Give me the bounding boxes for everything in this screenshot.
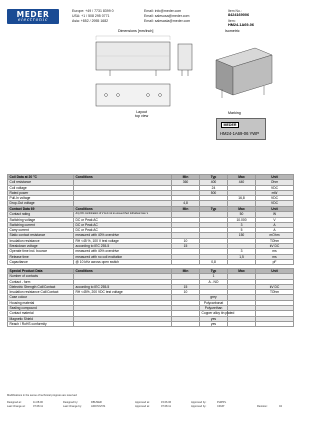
email-link[interactable]: salesasia@meder.com: [154, 19, 191, 23]
footer-label: Designed by:: [63, 401, 79, 404]
footer-label: Last Change at:: [7, 405, 26, 408]
footer-value: CRUP: [217, 405, 225, 408]
table-cell: Coil voltage: [8, 185, 74, 190]
footer-value: 07.08.11: [161, 405, 171, 408]
coil-data-table: [7, 174, 294, 207]
side-view-drawing: [96, 36, 170, 76]
table-cell: VDC: [256, 196, 294, 201]
table-cell: RH <45%, 200 VDC test voltage: [74, 290, 172, 295]
column-header: Coil Data at 20 °C: [8, 175, 74, 180]
table-cell: yes: [200, 321, 228, 326]
marking-text: HM24-1A69-06 YWP: [220, 131, 260, 136]
table-cell: RH <45 %, 100 V test voltage: [74, 238, 172, 243]
table-cell: Operate time incl. bounce: [8, 249, 74, 254]
table-cell: VDC: [256, 185, 294, 190]
column-header: Conditions: [74, 207, 172, 212]
table-cell: W: [256, 212, 294, 217]
footer-label: Designed at:: [7, 401, 22, 404]
table-cell: 15: [172, 244, 200, 249]
layout-label: [135, 110, 148, 119]
item-value: HM24-1A69-06: [228, 23, 254, 28]
table-cell: 4,8: [172, 201, 200, 206]
table-cell: 1: [200, 274, 228, 279]
footer-label: Approved by:: [191, 405, 207, 408]
table-cell: 3: [228, 222, 256, 227]
column-header: Unit: [256, 207, 294, 212]
table-cell: Polycarbonat: [200, 300, 228, 305]
phone-number: +1 / 508 295 0771: [81, 14, 110, 18]
footer-value: 04: [279, 405, 282, 408]
table-cell: Sealing compound: [8, 306, 74, 311]
column-header: Min: [172, 175, 200, 180]
table-cell: 440: [228, 180, 256, 185]
end-view-drawing: [178, 44, 192, 76]
marking-title: Marking: [228, 111, 241, 115]
region-label: Asia:: [72, 19, 80, 23]
table-cell: measured with no coil excitation: [74, 254, 172, 259]
table-cell: A: [256, 228, 294, 233]
item-label: Item:: [228, 18, 236, 23]
table-cell: Reach / RoHS conformity: [8, 321, 74, 326]
table-cell: pF: [256, 259, 294, 264]
column-header: Typ: [200, 175, 228, 180]
table-row: [8, 259, 294, 264]
column-header: Contact Data 69: [8, 207, 74, 212]
table-cell: grey: [200, 295, 228, 300]
column-header: Unit: [256, 175, 294, 180]
table-cell: DC or Peak AC: [74, 217, 172, 222]
column-header: Min: [172, 207, 200, 212]
table-cell: Dielectric Strength Coil/Contact: [8, 284, 74, 289]
dimensions-title: Dimensions [mm/inch]: [118, 29, 154, 33]
table-cell: Coil resistance: [8, 180, 74, 185]
contact-data-table: [7, 206, 294, 265]
table-cell: A - NO: [200, 279, 228, 284]
table-cell: TOhm: [256, 290, 294, 295]
table-cell: 5: [228, 228, 256, 233]
marking-logo: MEDER: [221, 122, 239, 128]
table-cell: Drop-Out voltage: [8, 201, 74, 206]
table-cell: kV DC: [256, 284, 294, 289]
table-cell: Number of contacts: [8, 274, 74, 279]
table-cell: Case colour: [8, 295, 74, 300]
footer-label: Approved by:: [191, 401, 207, 404]
column-header: Typ: [200, 207, 228, 212]
footer-label: Approved at:: [135, 401, 150, 404]
table-cell: Pull-In voltage: [8, 196, 74, 201]
email-link[interactable]: salesusa@meder.com: [154, 14, 190, 18]
table-cell: 15: [172, 284, 200, 289]
table-cell: Contact rating: [8, 212, 74, 217]
table-cell: Insulation resistance Coil/Contact: [8, 290, 74, 295]
layout-subtitle: top view: [135, 114, 149, 119]
table-cell: 10: [172, 290, 200, 295]
table-cell: according to IEC 255-5: [74, 244, 172, 249]
footer-value: 11.08.00: [33, 401, 43, 404]
email-label: Email:: [144, 14, 154, 18]
special-product-table: [7, 268, 294, 327]
footer-value: 15.06.06: [161, 401, 172, 404]
column-header: Typ: [200, 269, 228, 274]
table-cell: according to IEC 255-5: [74, 284, 172, 289]
table-cell: Housing material: [8, 300, 74, 305]
modifications-note: Modifications in the sense of technical progress are reserved: [7, 394, 77, 397]
footer-value: PHIPPL: [217, 401, 227, 404]
table-cell: 24: [200, 185, 228, 190]
table-cell: 16,8: [228, 196, 256, 201]
item-no-value: 8424169006: [228, 13, 250, 18]
column-header: Max: [228, 269, 256, 274]
email-label: Email:: [144, 19, 154, 23]
table-cell: 10: [172, 238, 200, 243]
footer-value: DBUSER: [91, 401, 102, 404]
table-cell: [172, 321, 200, 326]
table-cell: Polyurethan: [200, 306, 228, 311]
logo-brand: MEDER: [16, 10, 50, 19]
table-cell: Magnetic Shield: [8, 316, 74, 321]
table-cell: TOhm: [256, 238, 294, 243]
table-cell: [74, 321, 172, 326]
table-cell: 150: [228, 233, 256, 238]
table-cell: Rated power: [8, 190, 74, 195]
table-cell: ms: [256, 249, 294, 254]
footer-row-changed: [7, 405, 293, 409]
table-cell: Ohm: [256, 180, 294, 185]
column-header: Max: [228, 207, 256, 212]
layout-drawing: [96, 84, 170, 106]
table-cell: 3: [228, 249, 256, 254]
layout-title: Layout: [136, 110, 147, 114]
table-cell: Any DC combination of V & A not to exceed their individual max.'s: [74, 212, 172, 217]
table-cell: Switching voltage: [8, 217, 74, 222]
table-cell: [256, 321, 294, 326]
table-row: [8, 321, 294, 326]
table-cell: yes: [200, 316, 228, 321]
table-cell: measured with 40% overdrive: [74, 233, 172, 238]
table-cell: @ 10 kHz across open switch: [74, 259, 172, 264]
revision-footer: [7, 401, 293, 409]
isometric-title: Isometric: [225, 29, 240, 33]
table-cell: VDC: [256, 201, 294, 206]
table-cell: Copper alloy tin plated: [201, 311, 235, 316]
phone-number: +852 / 2955 1682: [80, 19, 109, 23]
table-cell: 400: [200, 180, 228, 185]
table-cell: Release time: [8, 254, 74, 259]
column-header: Special Product Data: [8, 269, 74, 274]
table-cell: measured with 40% overdrive: [74, 249, 172, 254]
email-label: Email:: [144, 9, 154, 13]
column-header: Min: [172, 269, 200, 274]
column-header: Unit: [256, 269, 294, 274]
table-cell: Insulation resistance: [8, 238, 74, 243]
table-cell: kV DC: [256, 244, 294, 249]
table-cell: 500: [200, 190, 228, 195]
footer-label: Approved at:: [135, 405, 150, 408]
table-cell: A: [256, 222, 294, 227]
region-label: USA:: [72, 14, 81, 18]
column-header: Conditions: [74, 175, 172, 180]
table-cell: [228, 259, 256, 264]
table-cell: [172, 259, 200, 264]
table-cell: 360: [172, 180, 200, 185]
table-cell: Contact material: [8, 311, 74, 316]
table-cell: 1,5: [228, 254, 256, 259]
footer-label: Last Change by:: [63, 405, 82, 408]
table-cell: Capacitance: [8, 259, 74, 264]
table-cell: Breakdown voltage: [8, 244, 74, 249]
table-cell: DC or Peak AC: [74, 222, 172, 227]
table-cell: mW: [256, 190, 294, 195]
footer-label: Revision:: [257, 405, 268, 408]
region-label: Europe:: [72, 9, 85, 13]
table-cell: V: [256, 217, 294, 222]
footer-value: ADIOVIVOS: [91, 405, 106, 408]
email-link[interactable]: info@meder.com: [154, 9, 182, 13]
table-cell: 0,8: [200, 259, 228, 264]
table-cell: DC or Peak AC: [74, 228, 172, 233]
table-cell: Carry current: [8, 228, 74, 233]
table-cell: Switching current: [8, 222, 74, 227]
table-cell: ms: [256, 254, 294, 259]
phone-number: +49 / 7731 8399 0: [85, 9, 114, 13]
logo-subtitle: electronic: [17, 18, 49, 23]
marking-label-box: [216, 118, 266, 140]
table-cell: 10.000: [228, 217, 256, 222]
table-cell: mOhm: [256, 233, 294, 238]
item-no-label: Item No.:: [228, 9, 242, 13]
footer-value: 07.08.11: [33, 405, 43, 408]
column-header: Conditions: [74, 269, 172, 274]
column-header: Max: [228, 175, 256, 180]
table-cell: [228, 321, 256, 326]
table-cell: Contact - form: [8, 279, 74, 284]
table-cell: 50: [228, 212, 256, 217]
table-cell: Static contact resistance: [8, 233, 74, 238]
isometric-drawing: [216, 48, 272, 98]
